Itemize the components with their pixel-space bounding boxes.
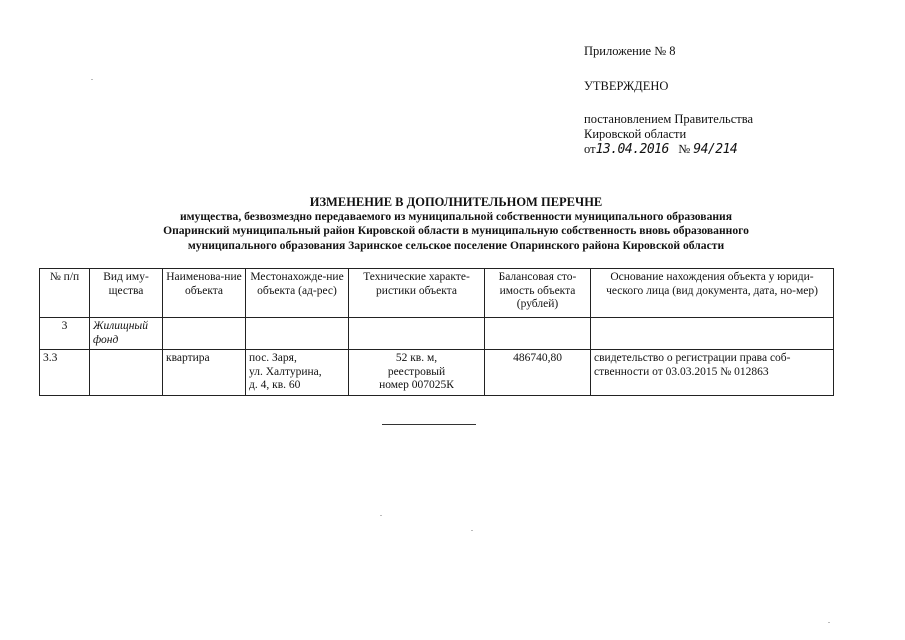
closing-rule [382, 424, 476, 425]
property-table [39, 268, 834, 396]
table-row-category [40, 318, 834, 350]
tech-line-3: номер 007025К [379, 379, 454, 391]
empty-cell [246, 318, 349, 350]
header-location: Местонахожде-ние объекта (ад-рес) [246, 269, 349, 318]
appendix-number: Приложение № 8 [584, 44, 676, 58]
header-property-type: Вид иму-щества [90, 269, 163, 318]
number-prefix: № [678, 142, 691, 156]
item-address [246, 350, 349, 396]
item-basis: свидетельство о регистрации права соб-ственности от 03.03.2015 № 012863 [591, 350, 834, 396]
item-technical [349, 350, 485, 396]
heading-line-1: имущества, безвозмездно передаваемого из муниципальной собственности муниципального образования [179, 209, 733, 223]
document-heading [80, 195, 832, 253]
item-type [90, 350, 163, 396]
document-title: ИЗМЕНЕНИЕ В ДОПОЛНИТЕЛЬНОМ ПЕРЕЧНЕ [309, 195, 603, 209]
address-line-1: пос. Заря, [249, 352, 297, 364]
header-num: № п/п [40, 269, 90, 318]
table-header-row [40, 269, 834, 318]
header-basis: Основание нахождения объекта у юриди-ческого лица (вид документа, дата, но-мер) [591, 269, 834, 318]
item-name: квартира [163, 350, 246, 396]
approval-block [584, 44, 884, 157]
resolution-text: постановлением Правительства [584, 112, 754, 126]
region-text: Кировской области [584, 127, 687, 141]
approved-label: УТВЕРЖДЕНО [584, 79, 669, 93]
tech-line-2: реестровый [387, 365, 446, 378]
tech-line-1: 52 кв. м, [395, 352, 438, 364]
item-value: 486740,80 [485, 350, 591, 396]
category-num: 3 [40, 318, 90, 350]
scan-speck [380, 515, 382, 516]
heading-line-2: Опаринский муниципальный район Кировской области в муниципальную собственность вновь образованного [163, 224, 749, 237]
header-object-name: Наименова-ние объекта [163, 269, 246, 318]
handwritten-date: 13.04.2016 [595, 142, 669, 157]
item-num: 3.3 [40, 350, 90, 396]
empty-cell [591, 318, 834, 350]
from-prefix: от [584, 142, 596, 156]
table-row-item [40, 350, 834, 396]
scan-speck [91, 79, 93, 80]
address-line-2: ул. Халтурина, [249, 365, 322, 378]
header-balance-value: Балансовая сто-имость объекта (рублей) [485, 269, 591, 318]
handwritten-number: 94/214 [693, 142, 738, 157]
empty-cell [485, 318, 591, 350]
empty-cell [163, 318, 246, 350]
scan-speck [828, 622, 830, 623]
scan-speck [471, 530, 473, 531]
header-technical: Технические характе-ристики объекта [349, 269, 485, 318]
category-type: Жилищный фонд [90, 318, 163, 350]
empty-cell [349, 318, 485, 350]
heading-line-3: муниципального образования Заринское сельское поселение Опаринского района Кировской области [187, 238, 725, 252]
date-number-line [584, 142, 884, 157]
address-line-3: д. 4, кв. 60 [249, 379, 301, 391]
